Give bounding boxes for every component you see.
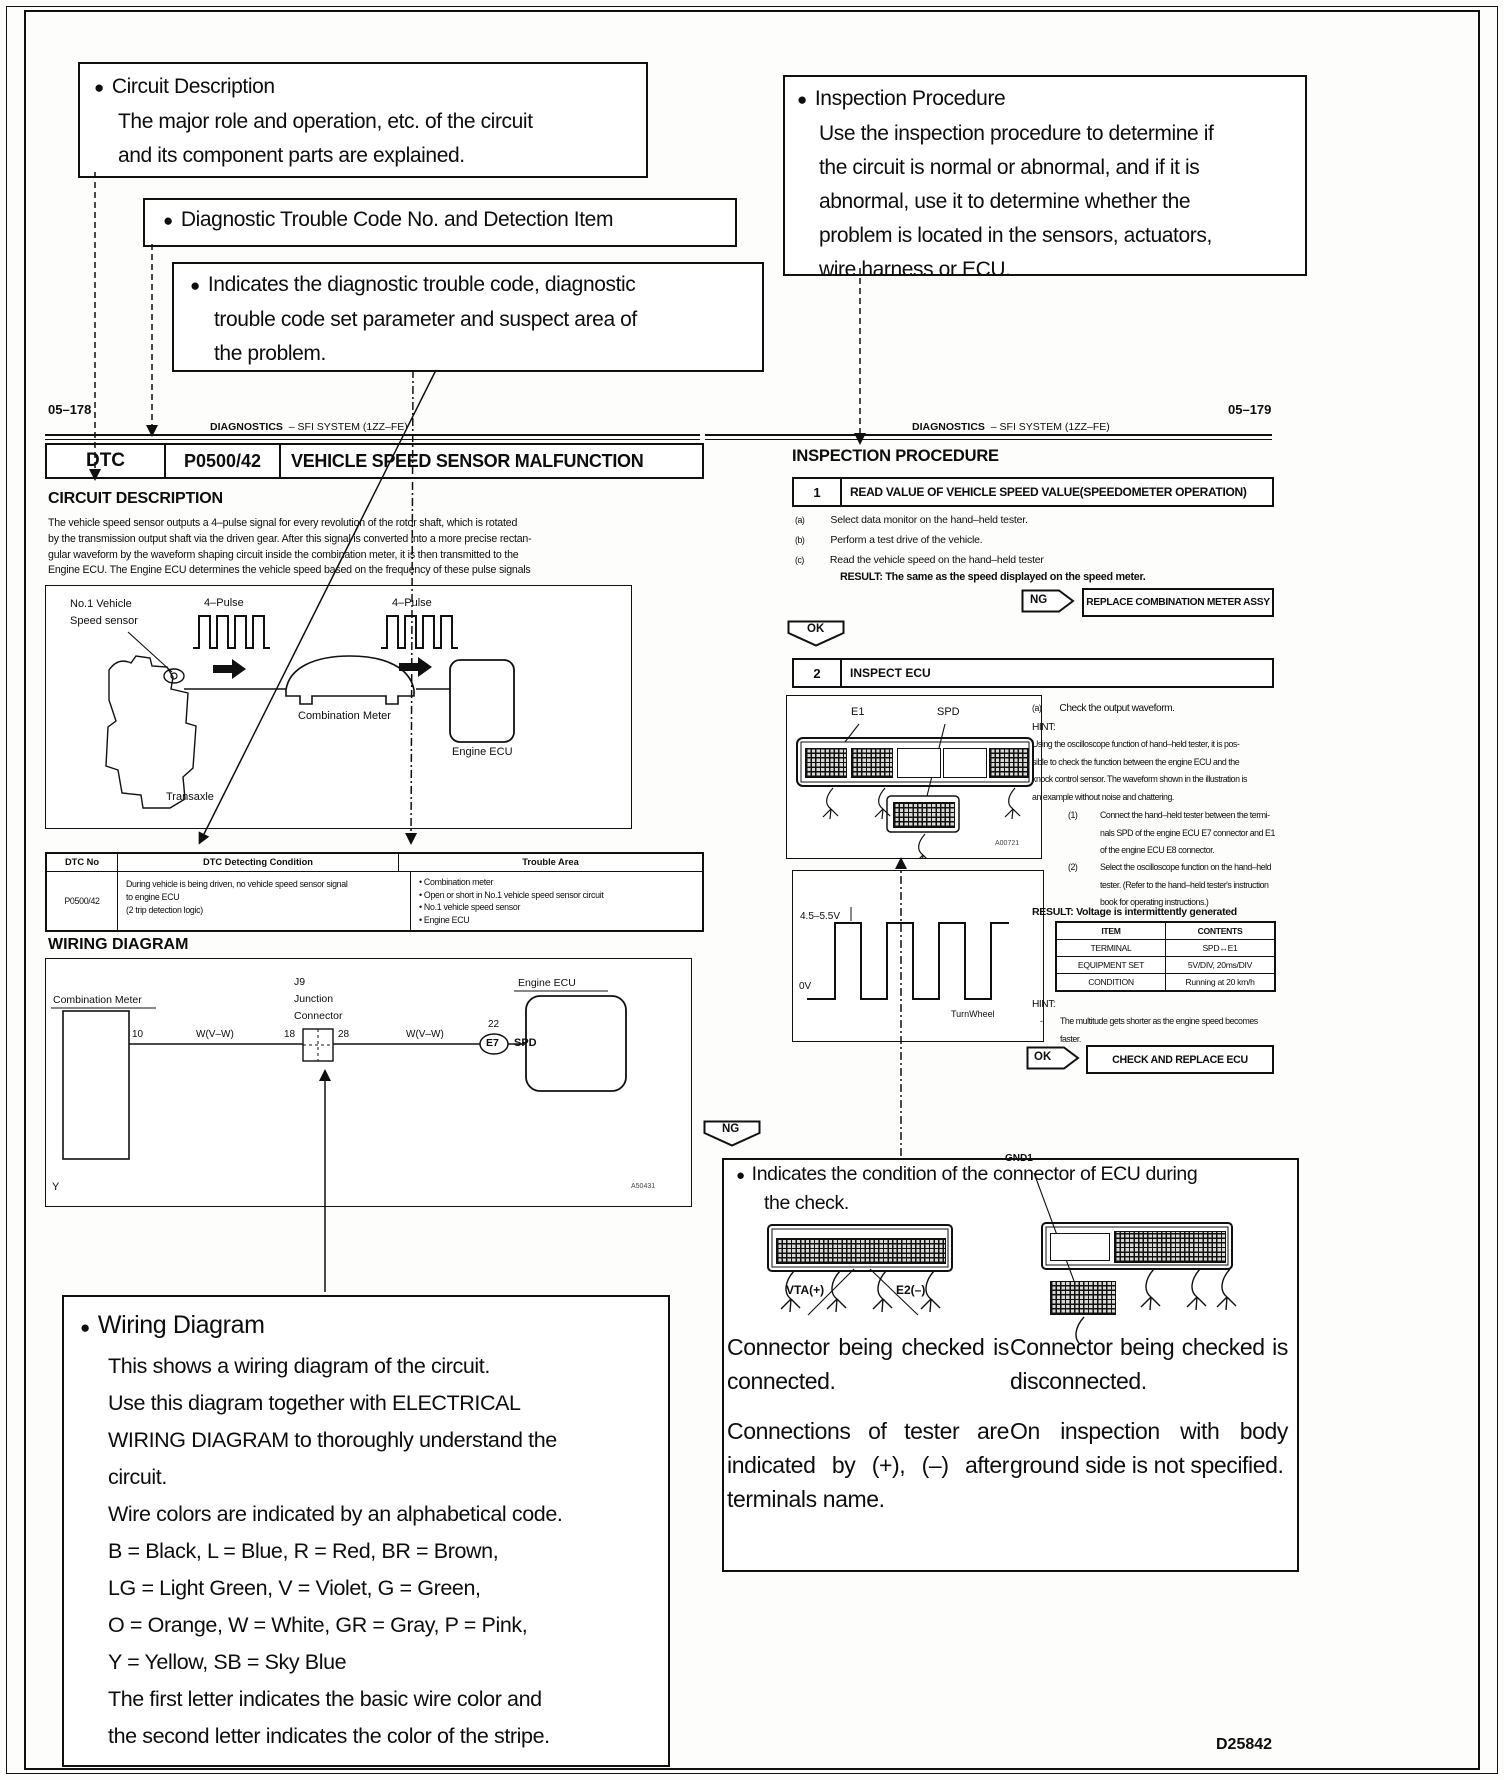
figure-code: A50431 <box>631 1183 656 1190</box>
turnwheel-label: TurnWheel <box>951 1009 995 1019</box>
wiring-diagram-drawing <box>46 959 691 1206</box>
substep-number: (2) <box>1068 862 1078 872</box>
running-header-right: DIAGNOSTICS – SFI SYSTEM (1ZZ–FE) <box>912 421 1110 433</box>
callout-title: Diagnostic Trouble Code No. and Detection Item <box>180 208 614 231</box>
callout-title: the check. <box>764 1192 849 1214</box>
sensor-label: No.1 Vehicle <box>70 598 132 610</box>
callout-line: B = Black, L = Blue, R = Red, BR = Brown, <box>108 1539 499 1563</box>
connector-pins <box>776 1238 946 1264</box>
connector-window <box>1050 1233 1110 1261</box>
callout-title: Circuit Description <box>111 75 275 98</box>
table-header: CONTENTS <box>1197 926 1243 936</box>
callout-indicates <box>172 262 764 372</box>
table-cell: CONDITION <box>1057 974 1166 990</box>
callout-line: the circuit is normal or abnormal, and if it is <box>819 156 1200 179</box>
connector-illustrations <box>722 1165 1295 1345</box>
callout-dtc-item <box>143 198 737 247</box>
bullet-icon: ● <box>80 1318 90 1337</box>
step-item: (b) Perform a test drive of the vehicle. <box>795 534 983 546</box>
waveform-box <box>792 870 1044 1042</box>
vta-terminal-label: VTA(+) <box>786 1283 825 1297</box>
junction-label: Connector <box>294 1010 343 1022</box>
ng-action-box: REPLACE COMBINATION METER ASSY <box>1082 588 1274 617</box>
connector-window <box>943 748 987 778</box>
spd-terminal-label: SPD <box>937 706 960 718</box>
pulse-label: 4–Pulse <box>204 597 244 609</box>
table-cell: 5V/DIV, 20ms/DIV <box>1187 960 1253 970</box>
callout-line: abnormal, use it to determine whether the <box>819 190 1191 213</box>
connector-connected-text: Connector being checked is connected. Connections of tester are indicated by (+), (–) after terminals name. <box>727 1334 1009 1512</box>
running-header-left: DIAGNOSTICS – SFI SYSTEM (1ZZ–FE) <box>210 421 408 433</box>
bullet-icon: ● <box>94 78 104 97</box>
flow-arrow-icon <box>399 657 432 677</box>
bullet-icon: ● <box>797 90 807 109</box>
e1-terminal-label: E1 <box>851 706 865 718</box>
dtc-banner <box>45 443 704 479</box>
callout-line: wire harness or ECU. <box>819 258 1011 281</box>
callout-line: trouble code set parameter and suspect area of <box>214 308 637 331</box>
circuit-description-heading: CIRCUIT DESCRIPTION <box>48 490 223 507</box>
pulse-label: 4–Pulse <box>392 597 432 609</box>
junction-label: J9 <box>294 976 306 988</box>
voltage-label: 4.5–5.5V <box>800 911 841 922</box>
connector-window <box>897 748 941 778</box>
callout-wiring-diagram <box>62 1295 670 1767</box>
step-item: (a) Check the output waveform. <box>1032 703 1175 714</box>
corner-label: Y <box>52 1181 60 1193</box>
step-number: 1 <box>794 479 842 505</box>
step-number: 2 <box>794 660 842 686</box>
wiring-diagram <box>45 958 692 1207</box>
wire-code: W(V–W) <box>196 1029 234 1040</box>
callout-line: problem is located in the sensors, actuators, <box>819 224 1212 247</box>
table-header: DTC No <box>47 854 118 871</box>
hint-label: HINT: <box>1032 722 1056 733</box>
circuit-description-paragraph: The vehicle speed sensor outputs a 4–pulse signal for every revolution of the rotor shaft, which is rotated by the transmission output shaft via the driven gear. After this signal is converted into a more precise rectan- gular waveform by the waveform shaping circuit inside the combination meter, it is then transmitted to the Engine ECU. The Engine ECU determines the vehicle speed based on the frequency of these pulse signals <box>48 517 532 577</box>
ng-badge: NG <box>703 1120 761 1147</box>
step1-banner <box>792 477 1274 507</box>
connector-id: E7 <box>486 1037 499 1049</box>
bullet-icon: ● <box>190 276 200 295</box>
callout-line: the second letter indicates the color of the stripe. <box>108 1724 550 1748</box>
callout-line: Use this diagram together with ELECTRICAL <box>108 1391 521 1415</box>
meter-label: Combination Meter <box>298 710 391 722</box>
step-item: (c) Read the vehicle speed on the hand–held tester <box>795 554 1044 566</box>
table-cell: SPD↔E1 <box>1202 943 1238 953</box>
table-cell: EQUIPMENT SET <box>1057 957 1166 973</box>
step2-banner <box>792 658 1274 688</box>
callout-line: Wire colors are indicated by an alphabetical code. <box>108 1502 563 1526</box>
document-code: D25842 <box>1216 1736 1273 1753</box>
dtc-table <box>45 852 704 932</box>
transaxle-label: Transaxle <box>166 791 214 803</box>
figure-code: A00721 <box>995 840 1020 847</box>
table-header: Trouble Area <box>522 857 579 867</box>
circuit-diagram <box>45 585 632 829</box>
scope-settings-table <box>1055 921 1276 992</box>
callout-line: LG = Light Green, V = Violet, G = Green, <box>108 1576 481 1600</box>
connector-disconnected-text: Connector being checked is disconnected. On inspection with body ground side is not specified. <box>1010 1334 1288 1478</box>
wire-code: W(V–W) <box>406 1029 444 1040</box>
substep-number: (1) <box>1068 810 1078 820</box>
callout-line: WIRING DIAGRAM to thoroughly understand the <box>108 1428 557 1452</box>
ecu-label: Engine ECU <box>452 746 513 758</box>
step-title: READ VALUE OF VEHICLE SPEED VALUE(SPEEDOMETER OPERATION) <box>850 485 1247 499</box>
ok-badge: OK <box>787 620 845 647</box>
page-number-right: 05–179 <box>1228 402 1272 417</box>
connector-pins <box>805 748 847 778</box>
callout-inspection <box>783 75 1307 281</box>
result-line: RESULT: The same as the speed displayed on the speed meter. <box>840 571 1146 583</box>
table-cell-trouble-area: • Combination meter • Open or short in No.1 vehicle speed sensor circuit • No.1 vehicle speed sensor • Engine ECU <box>419 877 604 925</box>
connector-pins <box>1050 1281 1116 1315</box>
callout-line: Y = Yellow, SB = Sky Blue <box>108 1650 347 1674</box>
terminal-label: SPD <box>514 1037 537 1049</box>
ok-action-box: CHECK AND REPLACE ECU <box>1086 1045 1274 1074</box>
callout-title: ● Indicates the condition of the connector of ECU during <box>736 1163 1198 1185</box>
pin-number: 28 <box>338 1029 350 1040</box>
zero-volt-label: 0V <box>799 981 812 992</box>
connector-pins <box>1114 1231 1226 1263</box>
ng-badge: NG <box>1021 589 1075 613</box>
callout-line: O = Orange, W = White, GR = Gray, P = Pink, <box>108 1613 528 1637</box>
dtc-label: DTC <box>47 445 166 477</box>
step-title: INSPECT ECU <box>850 666 931 680</box>
pin-number: 22 <box>488 1019 500 1030</box>
callout-title: Inspection Procedure <box>814 87 1006 110</box>
step-item: (a) Select data monitor on the hand–held tester. <box>795 514 1028 526</box>
ok-badge: OK <box>1026 1046 1080 1070</box>
callout-title: Wiring Diagram <box>97 1311 265 1339</box>
callout-line: The first letter indicates the basic wire color and <box>108 1687 542 1711</box>
callout-line: This shows a wiring diagram of the circuit. <box>108 1354 490 1378</box>
connector-pins <box>851 748 893 778</box>
wiring-diagram-heading: WIRING DIAGRAM <box>48 936 189 953</box>
callout-line: circuit. <box>108 1465 167 1489</box>
sensor-label: Speed sensor <box>70 615 138 627</box>
meter-label: Combination Meter <box>53 994 142 1006</box>
table-cell-condition: During vehicle is being driven, no vehicle speed sensor signal to engine ECU (2 trip detection logic) <box>118 872 411 930</box>
ecu-label: Engine ECU <box>518 977 576 989</box>
hint-paragraph: Using the oscilloscope function of hand–held tester, it is pos- sible to check the function between the engine ECU and the knock control sensor. The waveform shown in the illustration is an example without noise and chattering. <box>1032 739 1247 802</box>
hint-label: HINT: <box>1032 999 1056 1010</box>
result-line: RESULT: Voltage is intermittently generated <box>1032 906 1237 918</box>
page-number-left: 05–178 <box>48 402 92 417</box>
table-cell: Running at 20 km/h <box>1185 977 1255 987</box>
ecu-illustration <box>786 695 1042 859</box>
dtc-title: VEHICLE SPEED SENSOR MALFUNCTION <box>291 450 644 471</box>
substep-text: Select the oscilloscope function on the hand–held tester. (Refer to the hand–held tester's instruction book for operating instructions.) <box>1100 862 1272 907</box>
pin-number: 18 <box>284 1029 296 1040</box>
table-cell-dtc-no: P0500/42 <box>47 872 118 930</box>
pin-number: 10 <box>132 1029 144 1040</box>
connector-pins <box>893 802 955 828</box>
e2-terminal-label: E2(–) <box>896 1283 926 1297</box>
callout-circuit-description <box>78 62 648 178</box>
header-rule-right <box>705 434 1272 440</box>
hint-bullet: - <box>1040 1016 1043 1026</box>
table-cell: TERMINAL <box>1057 940 1166 956</box>
inspection-procedure-heading: INSPECTION PROCEDURE <box>792 447 999 465</box>
callout-line: the problem. <box>214 342 326 365</box>
table-header: ITEM <box>1057 923 1166 939</box>
callout-line: and its component parts are explained. <box>118 144 465 167</box>
flow-arrow-icon <box>213 659 246 679</box>
callout-line: The major role and operation, etc. of the circuit <box>118 110 533 133</box>
table-header: DTC Detecting Condition <box>118 854 399 871</box>
connector-pins <box>989 748 1029 778</box>
callout-line: Indicates the diagnostic trouble code, diagnostic <box>207 273 636 296</box>
substep-text: Connect the hand–held tester between the termi- nals SPD of the engine ECU E7 connector and E1 of the engine ECU E8 connector. <box>1100 810 1275 855</box>
header-rule-left <box>45 434 700 440</box>
bullet-icon: ● <box>163 211 173 230</box>
callout-line: Use the inspection procedure to determine if <box>819 122 1214 145</box>
gnd1-terminal-label: GND1 <box>1005 1153 1033 1164</box>
waveform-drawing <box>793 871 1043 1041</box>
dtc-code: P0500/42 <box>166 445 281 477</box>
hint-text: The multitude gets shorter as the engine speed becomes faster. <box>1060 1016 1258 1044</box>
junction-label: Junction <box>294 993 334 1005</box>
